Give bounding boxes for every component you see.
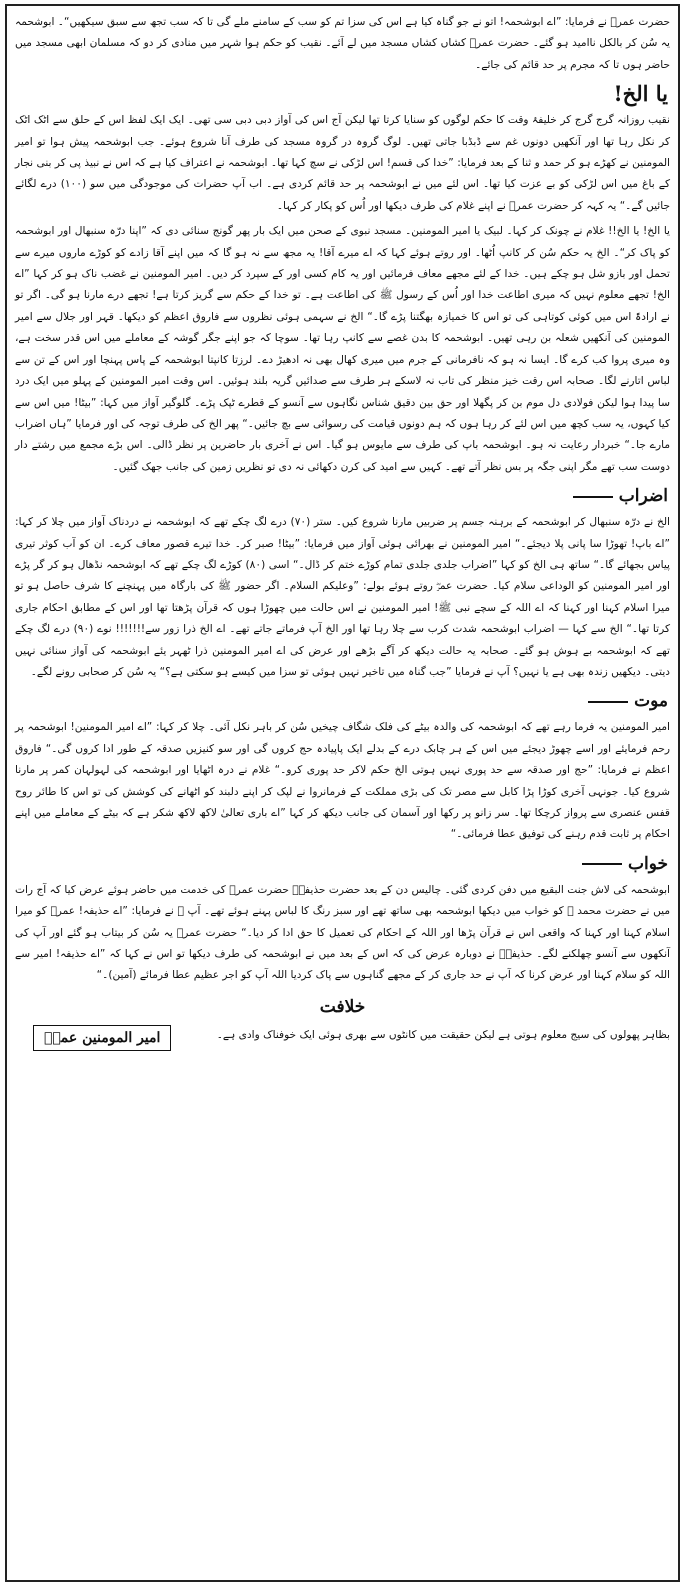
section1-paragraph: یا الخ! یا الخ!! غلام نے چونک کر کہا۔ لبیک یا امیر المومنین۔ مسجد نبوی کے صحن میں ایک بار پھر گونج سنائی دی کہ ”اپنا درّہ سنبھال اور ابوشحمہ کو پاک کر“۔ الخ یہ حکم سُن کر کانپ اُٹھا۔ اور روتے ہوئے کہا کہ اے میرے آقا! یہ مجھ سے نہ ہو گا کہ میں اپنے آقا زادے کو کوڑے ماروں میرے سے تحمل اور بازو شل ہو چکے ہیں۔ خدا کے لئے مجھے معاف فرمائیں اور یہ کام کسی اور کے سپرد کر دیں۔ امیر المومنین نے غضب ناک ہو کر کہا ”اے الخ! تجھے معلوم نہیں کہ میری اطاعت خدا اور اُس کے رسول ﷺ کی اطاعت ہے۔ تو خدا کے حکم سے گریز کرتا ہے! تجھے درے مارنا ہو گی۔ اگر تو نے ارادۃً اس میں کوئی کوتاہی کی تو اس کا خمیازہ بھگتنا پڑے گا۔“ الخ نے سہمی ہوئی نظروں سے فاروق اعظم کو دیکھا۔ قہر اور جلال سے امیر المومنین کی آنکھیں شعلہ بن رہی تھیں۔ ابوشحمہ کا بدن غصے سے کانپ رہا تھا۔ سوچا کہ جو اپنے جگر گوشہ کے معاملے میں اس قدر سخت ہے، وہ میری پروا کب کرے گا۔ ایسا نہ ہو کہ نافرمانی کے جرم میں میری کھال بھی نہ ادھیڑ دے۔ لرزتا کانپتا ابوشحمہ کے پاس پہنچا اور اس کے تن سے لباس اتارنے لگا۔ صحابہ اس رقت خیز منظر کی تاب نہ لاسکے ہر طرف سے صدائیں گریہ بلند ہوئیں۔ اس وقت امیر المومنین کے پہلو میں ایک درد سا پیدا ہوا لیکن فولادی دل موم بن کر پگھلا اور حق بین دقیق شناس نگاہوں سے آنسو کے قطرے ٹپک پڑے۔ گلوگیر آواز میں کہا: ”بیٹا! میں اس سے کیا کہوں، یہ سب کچھ میں اس لئے کر رہا ہوں کہ ہم دونوں قیامت کی رسوائی سے بچ جائیں۔“ پھر الخ کی طرف توجہ کی اور فرمایا ”ہاں اضراب مارے جا۔“ خبردار رعایت نہ ہو۔ ابوشحمہ باپ کی طرف سے مایوس ہو گیا۔ اس نے آخری بار حاضرین پر نظر ڈالی۔ اس بڑے مجمع میں رشتے دار دوست سب تھے مگر اپنی جگہ پر بس نظر آتے تھے۔ کہیں سے امید کی کرن دکھائی نہ دی تو نظریں زمین کی جانب جھک گئیں۔	[15, 225, 670, 473]
heading-rule	[573, 496, 613, 498]
section-heading-maut	[15, 689, 668, 713]
section-heading-khilafat: خلافت	[319, 996, 366, 1017]
article-body	[15, 12, 670, 1574]
section4-paragraph: ابوشحمہ کی لاش جنت البقیع میں دفن کردی گئی۔ چالیس دن کے بعد حضرت حذیفہؓ حضرت عمرؓ کی خدمت میں حاضر ہوئے عرض کیا کہ آج رات میں نے حضرت محمد ﷺ کو خواب میں دیکھا ابوشحمہ بھی ساتھ تھے اور سبز رنگ کا لباس پہنے ہوئے تھے۔ آپ ﷺ نے فرمایا: ”اے حذیفہ! عمرؓ کو میرا اسلام کہنا اور کہنا کہ واقعی اس نے قرآن پڑھا اور اللہ کے احکام کی تعمیل کا حق ادا کر دیا۔“ حضرت عمرؓ یہ سُن کر بیتاب ہو گئے اور آپ کی آنکھوں سے آنسو چھلکنے لگے۔ حذیفہؓ نے دوبارہ عرض کی کہ اس کے بعد میں نے ابوشحمہ کی طرف دیکھا تو اس نے کہا کہ ”اے حذیفہ! امیر سے اللہ کو سلام کہنا اور عرض کرنا کہ آپ نے حد جاری کر کے مجھے گناہوں سے پاک کردیا اللہ آپ کو اجر عظیم عطا فرمائے (آمین)۔“	[15, 883, 670, 982]
heading-rule	[588, 701, 628, 703]
intro-paragraph: حضرت عمرؓ نے فرمایا: ”اے ابوشحمہ! اتو نے جو گناہ کیا ہے اس کی سزا تم کو سب کے سامنے ملے گی تا کہ سب تجھ سے سبق سیکھیں“۔ ابوشحمہ یہ سُن کر بالکل ناامید ہو گئے۔ حضرت عمرؓ کشاں کشاں مسجد میں لے آئے۔ نقیب کو حکم ہوا شہر میں منادی کر دو کہ مسلمان ابھی مسجد میں حاضر ہوں تا کہ مجرم پر حد قائم کی جائے۔	[15, 16, 670, 71]
section-title: یا الخ!	[613, 81, 668, 107]
section3-paragraph: امیر المومنین یہ فرما رہے تھے کہ ابوشحمہ کی والدہ بیٹے کی فلک شگاف چیخیں سُن کر باہر نکل آئی۔ چلا کر کہا: ”اے امیر المومنین! ابوشحمہ پر رحم فرمایئے اور اسے چھوڑ دیجئے میں اس کے ہر چابک درے کے بدلے ایک پاپیادہ حج کروں گی اور سو کنیزیں صدقہ کے طور ادا کروں گی۔“ فاروق اعظم نے فرمایا: ”حج اور صدقہ سے حد پوری نہیں ہوتی الخ حکم لاکر حد پوری کرو۔“ غلام نے درہ اٹھایا اور ابوشحمہ کی لہولہان کمر پر مارنا شروع کیا۔ جونہی آخری کوڑا پڑا کابل سے مصر تک کی بڑی مملکت کے فرمانروا نے لپک کر اپنے دلبند کو اٹھانے کی کوشش کی تو اس کا طائر روح قفس عنصری سے پرواز کرچکا تھا۔ سر زانو پر رکھا اور آسمان کی جانب دیکھ کر کہا ”اے باری تعالیٰ لاکھ لاکھ شکر ہے کہ بیٹے کے معاملے میں اپنے احکام پر ثابت قدم رہنے کی توفیق عطا فرمائی۔“	[15, 721, 670, 841]
author-signature-box: امیر المومنین عمرؓ	[33, 1025, 171, 1051]
heading-rule	[582, 863, 622, 865]
section-title: خواب	[627, 853, 668, 874]
section2-paragraph: الخ نے درّہ سنبھال کر ابوشحمہ کے برہنہ جسم پر ضربیں مارنا شروع کیں۔ ستر (۷۰) درے لگ چکے تھے کہ ابوشحمہ نے دردناک آواز میں چلا کر کہا: ”اے باپ! تھوڑا سا پانی پلا دیجئے۔“ امیر المومنین نے بھرائی ہوئی آواز میں فرمایا: ”بیٹا! صبر کر۔ خدا تیرے قصور معاف کرے۔ ان کو آب کوثر تیری پیاس بجھائے گا۔“ ساتھ ہی الخ کو کہا ”اضراب جلدی جلدی تمام کوڑے ختم کر ڈال۔“ اسی (۸۰) کوڑے لگ چکے تھے کہ ابوشحمہ نڈھال ہو کر گر پڑے اور امیر المومنین کو الوداعی سلام کیا۔ حضرت عمرؓ روتے ہوئے بولے: ”وعلیکم السلام۔ اگر حضور ﷺ کی بارگاہ میں پہنچنے کا شرف حاصل ہو تو میرا اسلام کہنا اور کہنا کہ اے اللہ کے سچے نبی ﷺ! امیر المومنین نے اس حالت میں چھوڑا ہوں کہ قرآن پڑھتا تھا اور اس کے مطابق احکام جاری کرتا تھا۔“ الخ سے کہا — اضراب ابوشحمہ شدت کرب سے چلا رہا تھا اور الخ آپ فرماتے جاتے تھے۔ اے الخ ذرا زور سے!!!!!!! نوے (۹۰) درے لگ چکے تھے کہ ابوشحمہ بے ہوش ہو گئے۔ صحابہ یہ حالت دیکھ کر آگے بڑھے اور عرض کی اے امیر المومنین ذرا ٹھہر یئے ابوشحمہ کی آواز سنائی نہیں دیتی۔ دیکھیں زندہ بھی ہے یا نہیں؟ آپ نے فرمایا ”جب گناہ میں تاخیر نہیں ہوئی تو سزا میں کیسے ہو سکتی ہے؟“ یہ سُن کر صحابی رونے لگے۔	[15, 516, 671, 678]
section-title: موت	[634, 691, 668, 712]
footer	[15, 1025, 670, 1045]
section1-paragraph: نقیب روزانہ گرج گرج کر خلیفۂ وقت کا حکم لوگوں کو سنایا کرتا تھا لیکن آج اس کی آواز دبی دبی سی تھی۔ ایک ایک لفظ اس کے حلق سے اٹک اٹک کر نکل رہا تھا اور آنکھیں دونوں غم سے ڈبڈبا جاتی تھیں۔ لوگ گروہ در گروہ مسجد کی طرف آنا شروع ہوئے۔ جب ابوشحمہ پیش ہوا تو امیر المومنین نے کھڑے ہو کر حمد و ثنا کے بعد فرمایا: ”خدا کی قسم! اس لڑکی نے سچ کہا تھا۔ ابوشحمہ نے اعتراف کیا ہے کہ اس نے نبیذ پی کر بنی نجار کے باغ میں اس لڑکی کو بے عزت کیا تھا۔ اس لئے میں نے ابوشحمہ پر حد قائم کردی ہے۔ اب آپ حضرات کی موجودگی میں سو (۱۰۰) درے لگائے جائیں گے۔“ یہ کہہ کر حضرت عمرؓ نے اپنے غلام کی طرف دیکھا اور اُس کو پکار کر کہا۔	[15, 114, 670, 212]
section-heading-khwab	[15, 852, 668, 876]
section-title: اضراب	[618, 486, 668, 507]
section-heading-ya-alkh	[15, 82, 668, 106]
section-heading-azrab	[15, 484, 668, 508]
footer-text: بظاہر پھولوں کی سیج معلوم ہوتی ہے لیکن حقیقت میں کانٹوں سے بھری ہوئی ایک خوفناک وادی ہے۔	[216, 1028, 670, 1041]
article-frame	[5, 4, 680, 1582]
